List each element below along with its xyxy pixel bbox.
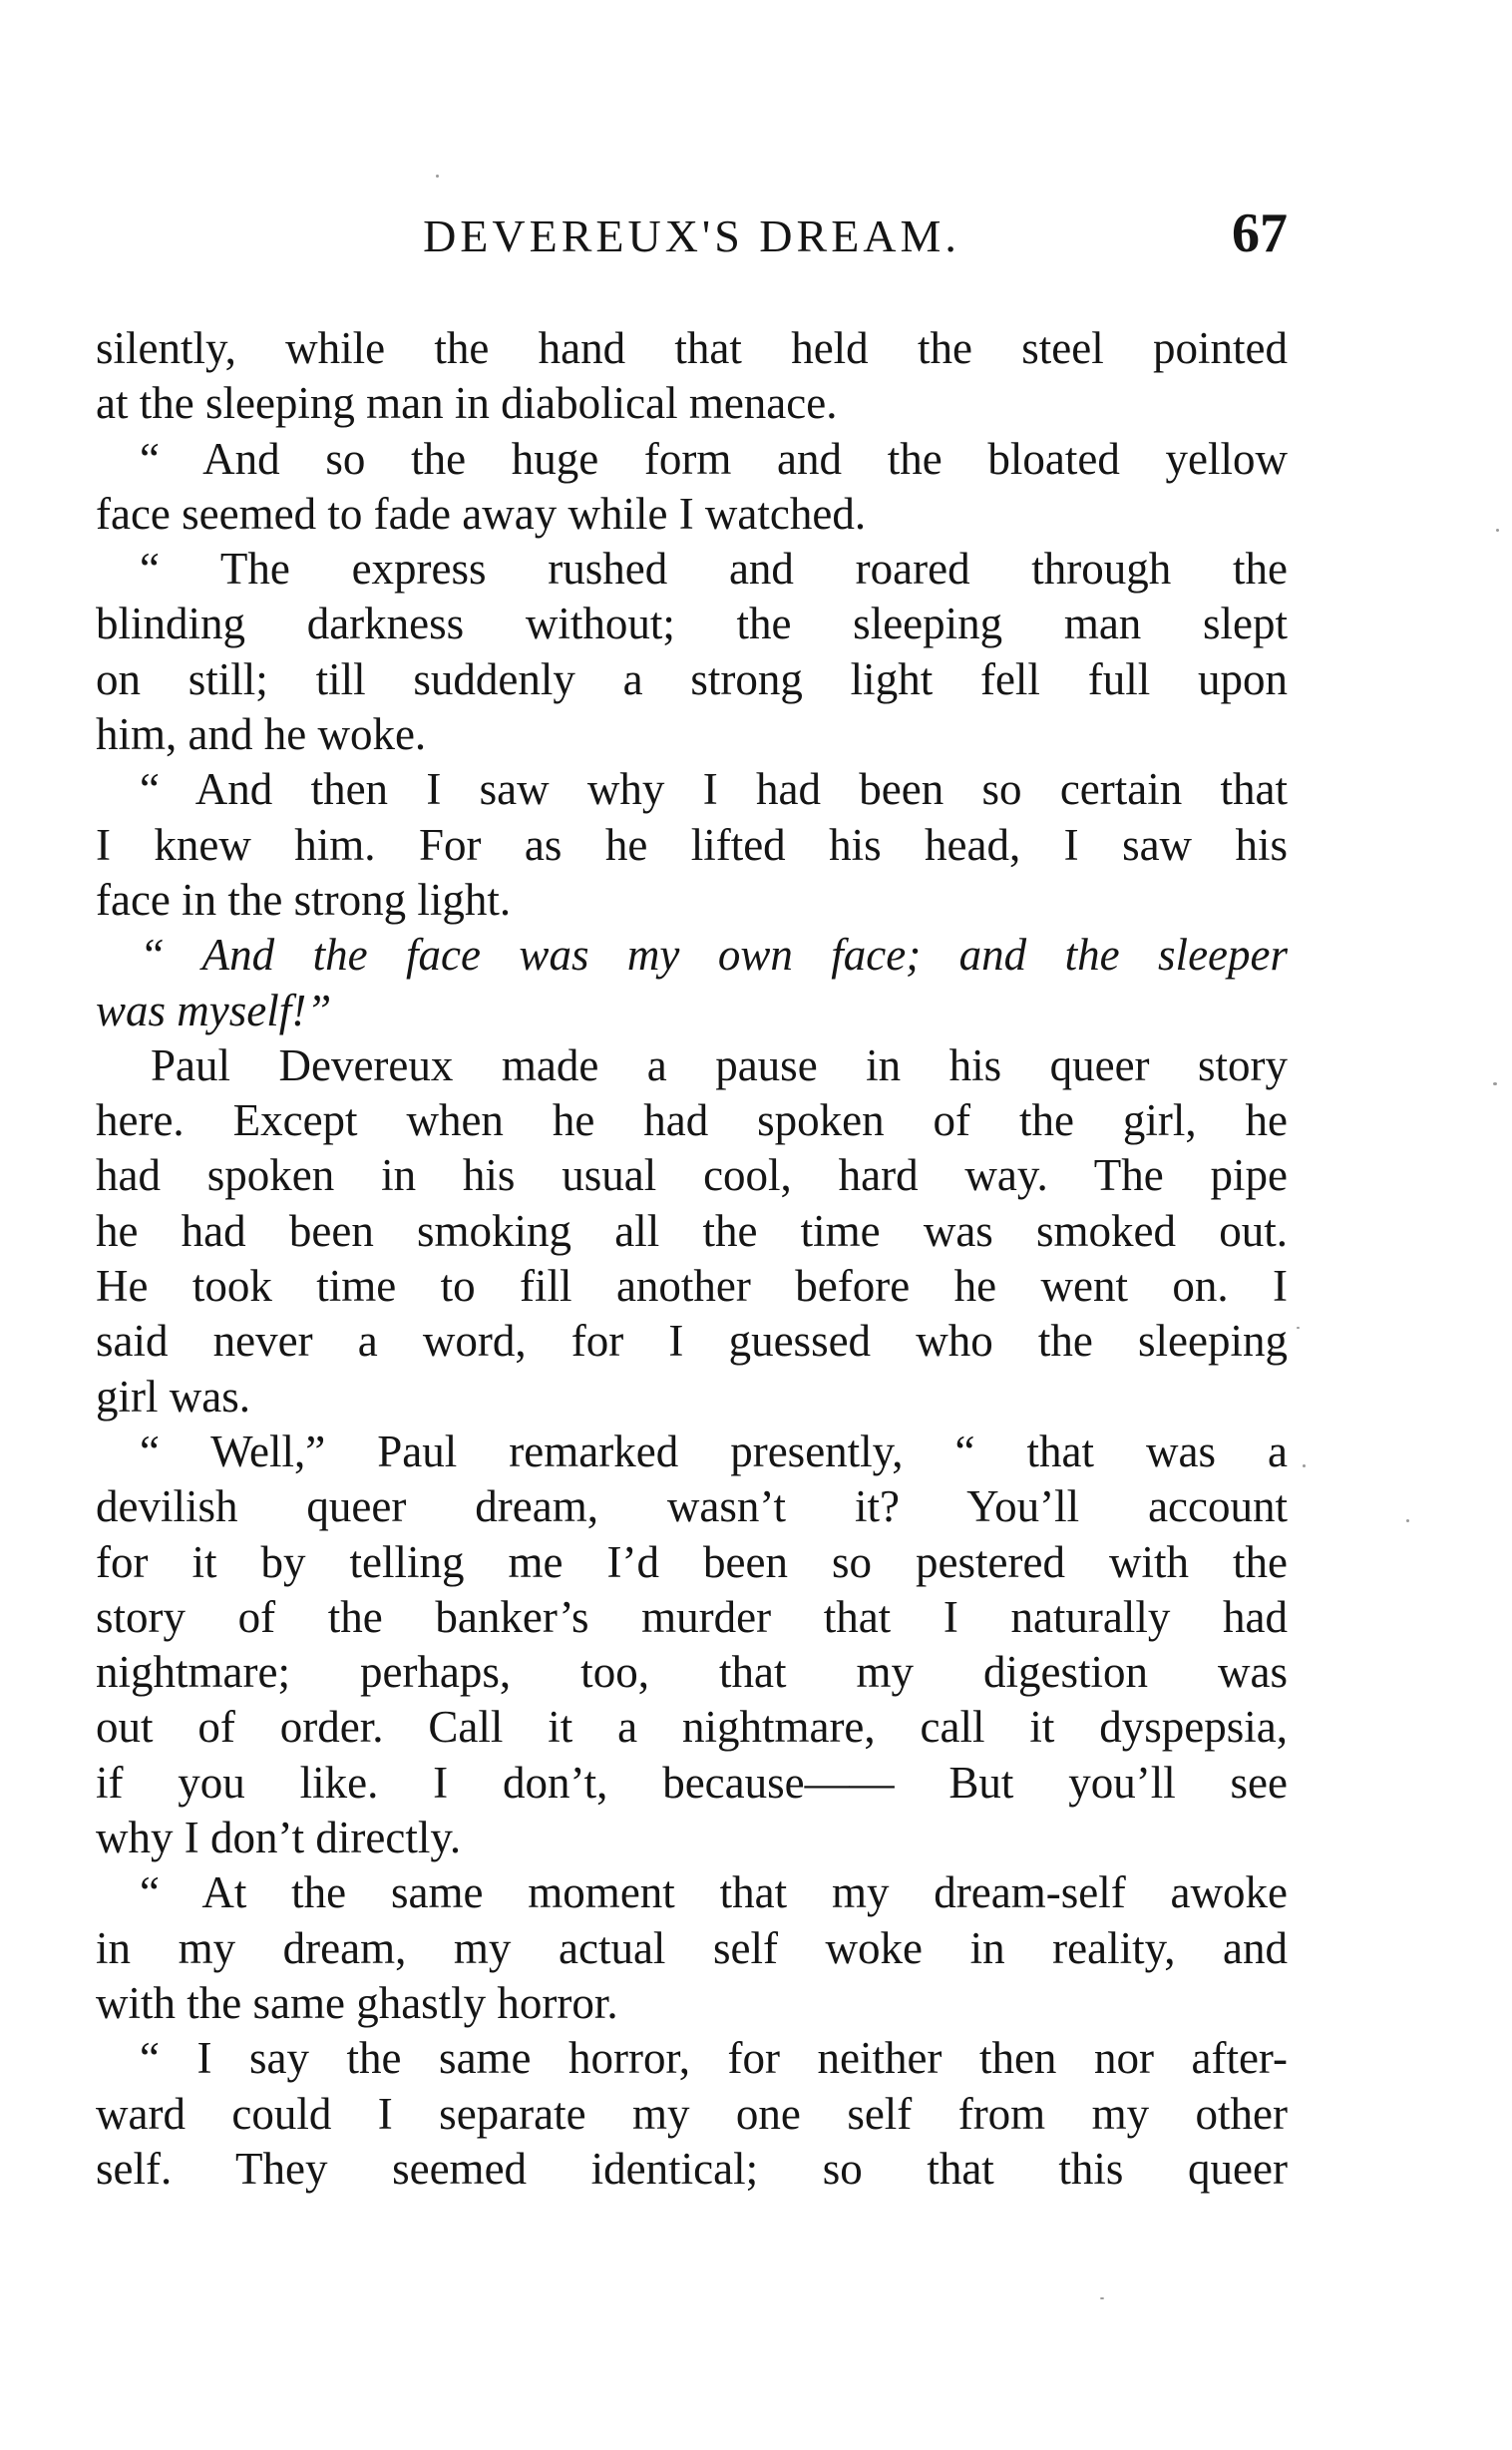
body-text [96,321,1288,2197]
text-line: silently, while the hand that held the steel pointed [96,323,1288,373]
text-line: story of the banker’s murder that I naturally had [96,1591,1288,1642]
text-line: he had been smoking all the time was smoked out. [96,1205,1288,1256]
text-line: “ And then I saw why I had been so certain that [140,764,1288,815]
text-line: why I don’t directly. [96,1813,462,1863]
running-head: DEVEREUX'S DREAM. [423,210,960,261]
speck [1493,1082,1497,1085]
speck [1297,1327,1300,1329]
italic-text-line: “ And the face was my own face; and the sleeper [140,930,1288,981]
text-line: for it by telling me I’d been so pestered with the [96,1536,1288,1587]
text-line: “ I say the same horror, for neither then nor after- [140,2033,1288,2084]
text-line: “ At the same moment that my dream-self awoke [140,1867,1288,1918]
speck [1100,2297,1104,2299]
text-line: “ And so the huge form and the bloated yellow [140,433,1288,484]
text-line: out of order. Call it a nightmare, call it dyspepsia, [96,1702,1288,1753]
text-line: ward could I separate my one self from my other [96,2088,1288,2139]
text-line: Paul Devereux made a pause in his queer story [151,1039,1288,1090]
page-header [96,202,1288,281]
text-line [96,984,1288,1038]
text-line: I knew him. For as he lifted his head, I saw his [96,819,1288,870]
page-number: 67 [1232,203,1288,264]
text-line: on still; till suddenly a strong light fell full upon [96,653,1288,704]
text-line: said never a word, for I guessed who the sleeping [96,1316,1288,1367]
text-line: nightmare; perhaps, too, that my digestion was [96,1647,1288,1698]
text-line: devilish queer dream, wasn’t it? You’ll account [96,1481,1288,1532]
text-line: He took time to fill another before he went on. I [96,1261,1288,1312]
text-line: in my dream, my actual self woke in reality, and [96,1922,1288,1973]
speck [1303,1464,1306,1467]
text-line: had spoken in his usual cool, hard way. The pipe [96,1150,1288,1201]
text-line: with the same ghastly horror. [96,1977,618,2028]
text-line: him, and he woke. [96,709,427,760]
speck [1406,1519,1409,1522]
text-line: “ Well,” Paul remarked presently, “ that was a [140,1426,1288,1476]
text-line: face seemed to fade away while I watched. [96,488,867,539]
italic-text-line: was myself!” [96,985,332,1035]
text-line: here. Except when he had spoken of the girl, he [96,1095,1288,1146]
text-line: if you like. I don’t, because—— But you’ll see [96,1757,1288,1808]
speck [1496,529,1499,532]
text-line: girl was. [96,1371,250,1422]
text-line: self. They seemed identical; so that this queer [96,2143,1288,2194]
text-line [96,928,1288,983]
text-line: at the sleeping man in diabolical menace. [96,378,838,429]
speck [436,175,439,178]
text-line: “ The express rushed and roared through the [140,544,1288,595]
text-line: blinding darkness without; the sleeping man slept [96,599,1288,649]
text-line: face in the strong light. [96,874,512,925]
